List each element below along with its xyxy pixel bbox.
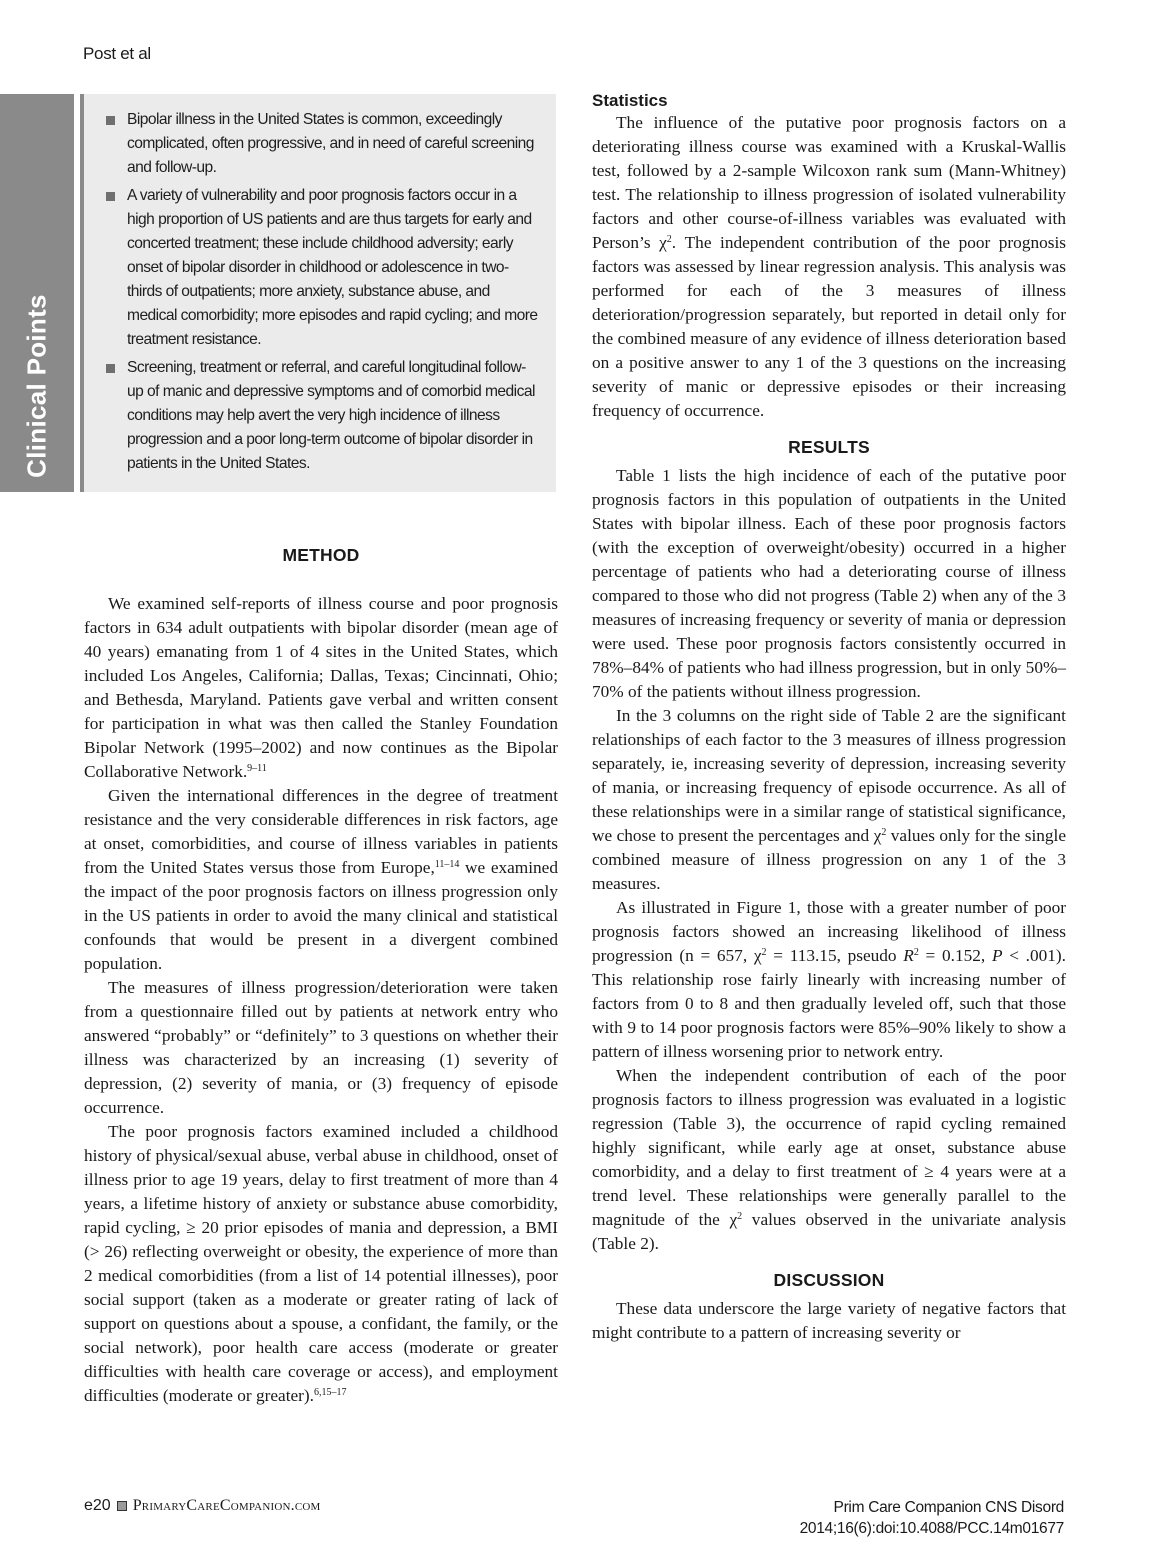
square-bullet-icon (106, 364, 115, 373)
clinical-point-text: Screening, treatment or referral, and careful longitudinal follow-up of manic and depressive symptoms and of comorbid medical conditions may help avert the very high incidence of illness progression and a poor long-term outcome of bipolar disorder in patients in the United States. (127, 359, 535, 472)
statistics-heading: Statistics (592, 91, 668, 110)
paragraph-text: we examined the impact of the poor prognosis factors on illness progression only in the US patients in order to avoid the many clinical and statistical confounds that would be present in a divergent combined population. (84, 858, 558, 973)
clinical-points-tab (0, 94, 74, 492)
paragraph-text: = 113.15, pseudo (766, 946, 904, 965)
clinical-points-label: Clinical Points (21, 294, 52, 478)
method-paragraph (84, 1120, 558, 1408)
paragraph-text: Table 1 lists the high incidence of each of the putative poor prognosis factors in this population of outpatients in the United States with bipolar illness. Each of these poor prognosis factors (with the exception of overweight/obesity) occurred in a higher percentage of patients who had a deteriorating course of illness compared to those who did not progress (Table 2) when any of the 3 measures of increasing frequency or severity of mania or depression were used. These poor prognosis factors consistently occurred in 78%–84% of patients who had illness progression, but in only 50%–70% of the patients without illness progression. (592, 466, 1066, 701)
paragraph-text: The measures of illness progression/deterioration were taken from a questionnaire filled out by patients at network entry who answered “probably” or “definitely” to 3 questions on whether their illness was characterized by an increasing (1) severity of depression, (2) severity of mania, or (3) frequency of episode occurrence. (84, 978, 558, 1117)
square-bullet-icon (106, 192, 115, 201)
paragraph-text: < .001). This relationship rose fairly linearly with increasing number of factors from 0 to 8 and then gradually leveled off, such that those with 9 to 14 poor prognosis factors were 85%–90% likely to show a pattern of illness worsening prior to network entry. (592, 946, 1066, 1061)
paragraph-text: As illustrated in Figure 1, those with a greater number of poor prognosis factors showed an increasing likelihood of illness progression (n = 657, χ (592, 898, 1066, 965)
discussion-heading: DISCUSSION (773, 1270, 885, 1290)
clinical-point-item (106, 108, 538, 180)
paragraph-text: . The independent contribution of the poor prognosis factors was assessed by linear regression analysis. This analysis was performed for each of the 3 measures of illness deterioration/progression separately, but reported in detail only for the combined measure of any evidence of illness deterioration based on a positive answer to any 1 of the 3 questions on the increasing severity of manic or depressive episodes or their increasing frequency of occurrence. (592, 233, 1066, 420)
paragraph-text: We examined self-reports of illness course and poor prognosis factors in 634 adult outpatients with bipolar disorder (mean age of 40 years) emanating from 1 of 4 sites in the United States, which included Los Angeles, California; Dallas, Texas; Cincinnati, Ohio; and Bethesda, Maryland. Patients gave verbal and written consent for participation in what was then called the Stanley Foundation Bipolar Network (1995–2002) and now continues as the Bipolar Collaborative Network. (84, 594, 558, 781)
clinical-point-text: Bipolar illness in the United States is common, exceedingly complicated, often progressive, and in need of careful screening and follow-up. (127, 111, 534, 176)
method-paragraph (84, 592, 558, 784)
paragraph-text: These data underscore the large variety of negative factors that might contribute to a pattern of increasing severity or (592, 1299, 1066, 1342)
results-paragraph (592, 1064, 1066, 1256)
square-bullet-icon (106, 116, 115, 125)
results-paragraph (592, 896, 1066, 1064)
superscript: 2 (913, 947, 919, 958)
clinical-point-text: A variety of vulnerability and poor prognosis factors occur in a high proportion of US patients and are thus targets for early and concerted treatment; these include childhood adversity; early onset of bipolar disorder in childhood or adolescence in two-thirds of outpatients; more anxiety, substance abuse, and medical comorbidity; more episodes and rapid cycling; and more treatment resistance. (127, 187, 538, 348)
discussion-paragraph (592, 1297, 1066, 1345)
clinical-point-item (106, 184, 538, 352)
citation-ref: 6,15–17 (314, 1387, 347, 1398)
results-heading: RESULTS (788, 437, 870, 457)
statistics-paragraph (592, 111, 1066, 423)
paragraph-text: Given the international differences in the degree of treatment resistance and the very considerable differences in risk factors, age at onset, comorbidities, and course of illness variables in patients from the United States versus those from Europe, (84, 786, 558, 877)
footer-right (800, 1497, 1064, 1539)
journal-name: Prim Care Companion CNS Disord (833, 1499, 1064, 1516)
clinical-points-list (84, 94, 556, 476)
paragraph-text: values only for the single combined measure of illness progression on any 1 of the 3 measures. (592, 826, 1066, 893)
square-separator-icon (117, 1501, 127, 1511)
superscript: 2 (666, 234, 672, 245)
running-head: Post et al (83, 44, 151, 63)
results-paragraph (592, 704, 1066, 896)
citation-ref: 9–11 (247, 763, 267, 774)
right-column (592, 91, 1066, 1345)
left-column (84, 545, 558, 1408)
superscript: 2 (761, 947, 767, 958)
superscript: 2 (737, 1211, 743, 1222)
clinical-point-item (106, 356, 538, 476)
paragraph-text: = 0.152, (918, 946, 992, 965)
superscript: 2 (881, 827, 887, 838)
page-number: e20 (84, 1497, 111, 1514)
citation-ref: 11–14 (434, 859, 460, 870)
paragraph-text: In the 3 columns on the right side of Table 2 are the significant relationships of each factor to the 3 measures of illness progression separately, ie, increasing severity of depression, increasing severity of mania, or increasing frequency of episode occurrence. As all of these relationships were in a similar range of statistical significance, we chose to present the percentages and χ (592, 706, 1066, 845)
method-paragraph (84, 784, 558, 976)
results-paragraph (592, 464, 1066, 704)
paragraph-text: When the independent contribution of each of the poor prognosis factors to illness progression was evaluated in a logistic regression (Table 3), the occurrence of rapid cycling remained highly significant, while early age at onset, substance abuse comorbidity, and a delay to first treatment of ≥ 4 years were at a trend level. These relationships were generally parallel to the magnitude of the χ (592, 1066, 1066, 1229)
clinical-points-box (80, 94, 556, 492)
italic-symbol: R (903, 946, 914, 965)
italic-symbol: P (991, 946, 1003, 965)
site-link[interactable]: PrimaryCareCompanion.com (132, 1497, 321, 1514)
paragraph-text: values observed in the univariate analysis (Table 2). (592, 1210, 1066, 1253)
citation-doi: 2014;16(6):doi:10.4088/PCC.14m01677 (799, 1520, 1064, 1537)
paragraph-text: The influence of the putative poor prognosis factors on a deteriorating illness course was examined with a Kruskal-Wallis test, followed by a 2-sample Wilcoxon rank sum (Mann-Whitney) test. The relationship to illness progression of isolated vulnerability factors and other course-of-illness variables was evaluated with Person’s χ (592, 113, 1066, 252)
method-paragraph (84, 976, 558, 1120)
footer-left (84, 1497, 320, 1515)
paragraph-text: The poor prognosis factors examined included a childhood history of physical/sexual abuse, verbal abuse in childhood, onset of illness prior to age 19 years, delay to first treatment of more than 4 years, a lifetime history of anxiety or substance abuse comorbidity, rapid cycling, ≥ 20 prior episodes of mania and depression, a BMI (> 26) reflecting overweight or obesity, the experience of more than 2 medical comorbidities (from a list of 14 potential illnesses), poor social support (taken as a moderate or greater rating of lack of support on questions about a spouse, a confidant, the family, or the social network), poor health care access (moderate or greater difficulties with health care coverage or access), and employment difficulties (moderate or greater). (84, 1122, 558, 1405)
method-heading: METHOD (282, 545, 360, 565)
